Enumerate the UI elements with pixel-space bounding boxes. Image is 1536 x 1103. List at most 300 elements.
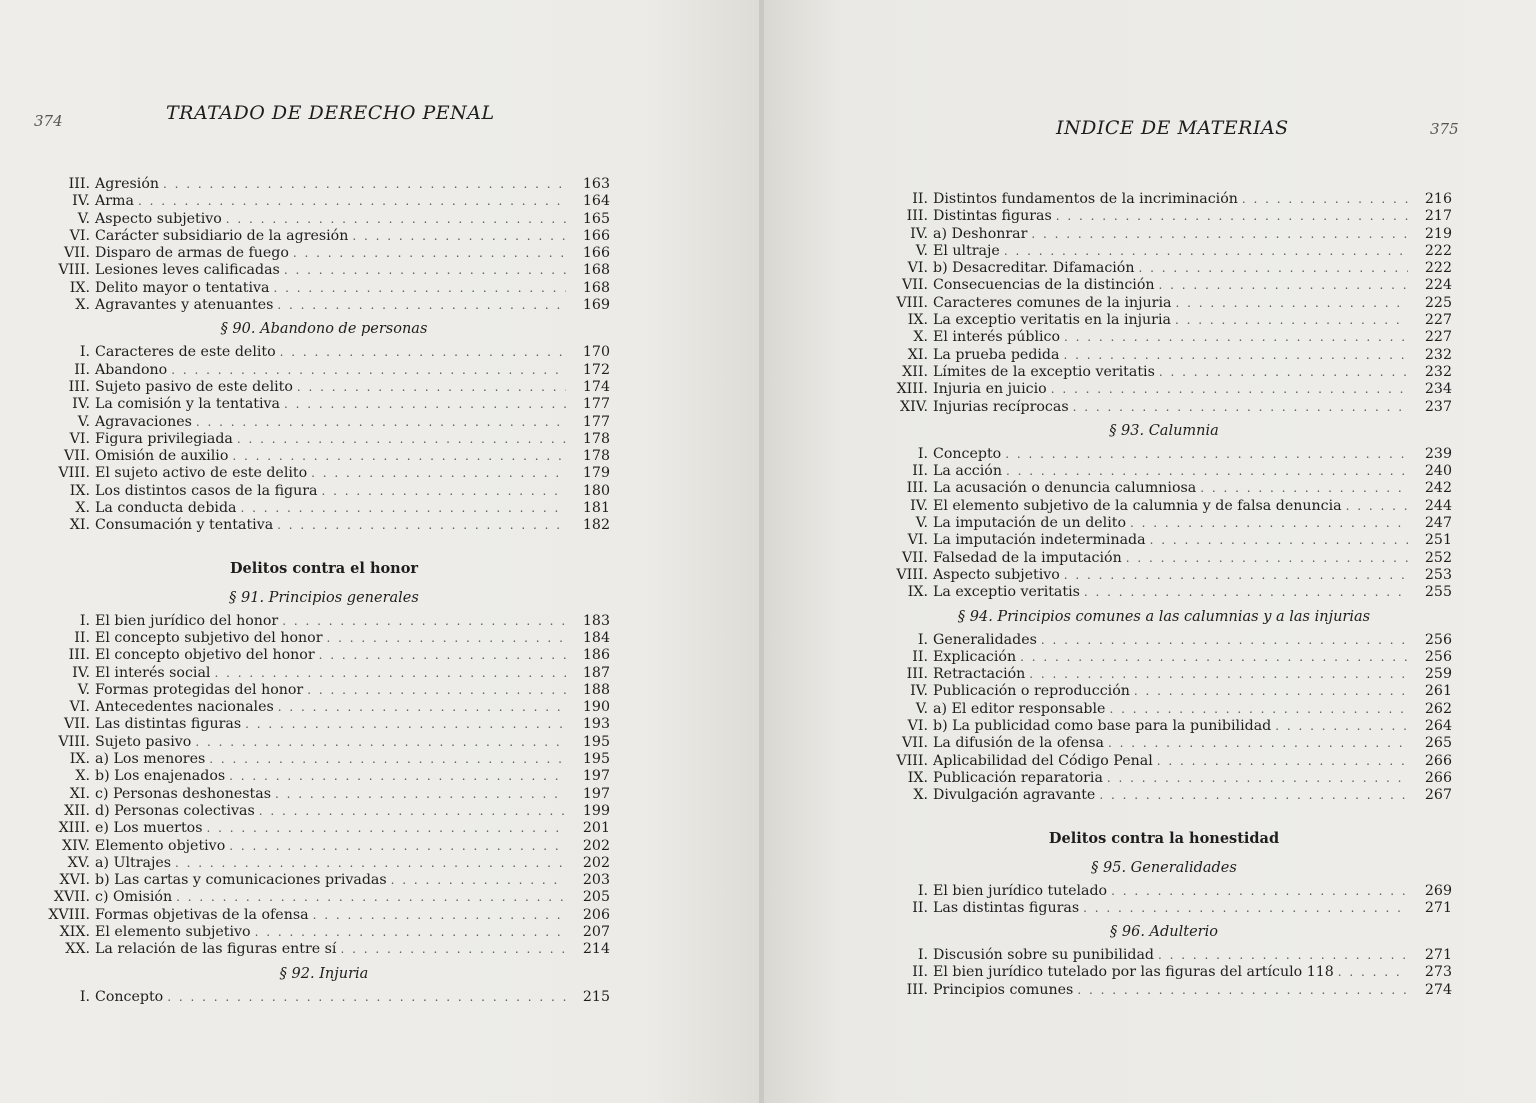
entry-title: d) Personas colectivas	[95, 802, 255, 819]
entry-number: VII.	[64, 716, 90, 733]
entry-page-number: 197	[582, 768, 610, 785]
entry-page-number: 232	[1424, 346, 1452, 363]
toc-entry	[38, 889, 610, 906]
entry-number: II.	[74, 361, 90, 378]
dot-leader	[277, 517, 566, 534]
entry-page-number: 271	[1424, 947, 1452, 964]
toc-entry	[38, 786, 610, 803]
entry-title: Agravaciones	[95, 413, 192, 430]
dot-leader	[352, 228, 566, 245]
entry-title: Injurias recíprocas	[933, 398, 1069, 415]
entry-title: Caracteres de este delito	[95, 344, 276, 361]
entry-page-number: 259	[1424, 666, 1452, 683]
toc-entry	[876, 295, 1452, 312]
entry-page-number: 264	[1424, 718, 1452, 735]
toc-entry	[876, 567, 1452, 584]
right-page	[764, 0, 1536, 1103]
dot-leader	[176, 889, 566, 906]
entry-number: I.	[79, 344, 90, 361]
toc-entry	[876, 515, 1452, 532]
entry-title: Caracteres comunes de la injuria	[933, 294, 1172, 311]
dot-leader	[1056, 208, 1408, 225]
toc-entry	[38, 344, 610, 361]
entry-title: El ultraje	[933, 242, 1000, 259]
entry-number: I.	[917, 631, 928, 648]
entry-page-number: 168	[582, 279, 610, 296]
dot-leader	[1150, 532, 1408, 549]
entry-number: VIII.	[58, 465, 90, 482]
toc-entry	[876, 632, 1452, 649]
entry-title: Carácter subsidiario de la agresión	[95, 227, 349, 244]
toc-entry	[38, 768, 610, 785]
entry-title: Agravantes y atenuantes	[95, 297, 274, 314]
entry-number: IV.	[910, 225, 928, 242]
entry-page-number: 179	[582, 465, 610, 482]
right-toc	[876, 191, 1452, 999]
dot-leader	[138, 193, 566, 210]
entry-number: X.	[913, 787, 928, 804]
entry-title: Lesiones leves calificadas	[95, 262, 280, 279]
dot-leader	[1275, 718, 1408, 735]
entry-title: Distintos fundamentos de la incriminación	[933, 191, 1238, 207]
toc-entry	[38, 500, 610, 517]
entry-number: VI.	[69, 430, 90, 447]
entry-title: Las distintas figuras	[95, 716, 242, 733]
entry-number: XII.	[64, 802, 90, 819]
entry-number: VIII.	[58, 733, 90, 750]
entry-title: La imputación de un delito	[933, 515, 1126, 532]
entry-title: La exceptio veritatis en la injuria	[933, 312, 1171, 329]
entry-title: a) Los menores	[95, 751, 206, 768]
entry-number: II.	[74, 629, 90, 646]
entry-number: III.	[906, 981, 928, 998]
toc-entry	[876, 208, 1452, 225]
entry-page-number: 224	[1424, 277, 1452, 294]
toc-entry	[876, 446, 1452, 463]
dot-leader	[1107, 770, 1408, 787]
dot-leader	[175, 855, 566, 872]
dot-leader	[284, 396, 566, 413]
entry-number: XI.	[907, 346, 928, 363]
toc-entry	[876, 277, 1452, 294]
entry-page-number: 201	[582, 820, 610, 837]
entry-page-number: 253	[1424, 566, 1452, 583]
entry-page-number: 172	[582, 361, 610, 378]
entry-number: VIII.	[896, 566, 928, 583]
entry-page-number: 244	[1424, 497, 1452, 514]
entry-number: XII.	[902, 363, 928, 380]
dot-leader	[259, 803, 566, 820]
entry-number: VI.	[69, 227, 90, 244]
spacer	[38, 535, 610, 555]
entry-page-number: 216	[1424, 191, 1452, 207]
entry-number: II.	[912, 899, 928, 916]
entry-page-number: 267	[1424, 787, 1452, 804]
toc-entry	[38, 647, 610, 664]
entry-title: La prueba pedida	[933, 346, 1060, 363]
toc-entry	[876, 191, 1452, 208]
toc-entry	[876, 718, 1452, 735]
entry-number: I.	[79, 988, 90, 1005]
entry-page-number: 168	[582, 262, 610, 279]
section-heading: § 90. Abandono de personas	[220, 321, 428, 338]
entry-page-number: 227	[1424, 312, 1452, 329]
entry-title: Distintas figuras	[933, 208, 1052, 225]
entry-number: I.	[79, 612, 90, 629]
entry-number: VII.	[902, 277, 928, 294]
dot-leader	[1051, 381, 1408, 398]
part-heading: Delitos contra el honor	[229, 559, 419, 577]
dot-leader	[322, 483, 567, 500]
section-heading: § 91. Principios generales	[229, 589, 419, 606]
entry-title: Sujeto pasivo de este delito	[95, 378, 293, 395]
entry-page-number: 181	[582, 500, 610, 517]
entry-title: Delito mayor o tentativa	[95, 279, 270, 296]
entry-number: X.	[75, 768, 90, 785]
entry-number: XIII.	[58, 820, 90, 837]
entry-page-number: 183	[582, 612, 610, 629]
section-heading: § 96. Adulterio	[1110, 924, 1218, 941]
spacer	[876, 805, 1452, 825]
entry-number: II.	[912, 964, 928, 981]
toc-entry	[38, 193, 610, 210]
toc-entry	[38, 699, 610, 716]
section-heading: § 94. Principios comunes a las calumnias y a las injurias	[957, 608, 1371, 625]
toc-entry	[876, 649, 1452, 666]
entry-number: V.	[915, 242, 928, 259]
entry-page-number: 265	[1424, 735, 1452, 752]
toc-entry	[38, 280, 610, 297]
dot-leader	[1175, 312, 1408, 329]
toc-entry	[38, 820, 610, 837]
dot-leader	[277, 297, 566, 314]
toc-entry	[876, 666, 1452, 683]
dot-leader	[195, 734, 566, 751]
toc-entry	[876, 364, 1452, 381]
toc-entry	[876, 347, 1452, 364]
entry-page-number: 247	[1424, 515, 1452, 532]
toc-entry	[876, 584, 1452, 601]
toc-entry	[38, 924, 610, 941]
dot-leader	[1031, 226, 1408, 243]
dot-leader	[1004, 243, 1408, 260]
toc-entry	[38, 941, 610, 958]
entry-number: XIII.	[896, 381, 928, 398]
toc-entry	[38, 989, 610, 1006]
toc-entry	[38, 396, 610, 413]
toc-entry	[876, 753, 1452, 770]
entry-title: El concepto subjetivo del honor	[95, 629, 323, 646]
dot-leader	[241, 500, 567, 517]
entry-page-number: 222	[1424, 260, 1452, 277]
entry-number: IX.	[907, 312, 928, 329]
entry-number: I.	[917, 882, 928, 899]
section-heading: § 95. Generalidades	[1091, 859, 1237, 876]
entry-title: c) Omisión	[95, 889, 173, 906]
dot-leader	[280, 344, 566, 361]
entry-title: Antecedentes nacionales	[95, 699, 274, 716]
toc-entry	[876, 226, 1452, 243]
toc-entry	[38, 228, 610, 245]
dot-leader	[1157, 753, 1408, 770]
entry-title: El interés público	[933, 329, 1061, 346]
entry-page-number: 273	[1424, 964, 1452, 981]
entry-title: Abandono	[95, 361, 168, 378]
entry-page-number: 206	[582, 906, 610, 923]
dot-leader	[1158, 947, 1408, 964]
toc-entry	[876, 947, 1452, 964]
entry-page-number: 178	[582, 448, 610, 465]
entry-page-number: 237	[1424, 398, 1452, 415]
entry-page-number: 262	[1424, 700, 1452, 717]
entry-page-number: 178	[582, 430, 610, 447]
entry-title: Generalidades	[933, 631, 1037, 648]
entry-number: VIII.	[896, 294, 928, 311]
toc-entry	[38, 855, 610, 872]
entry-page-number: 227	[1424, 329, 1452, 346]
entry-page-number: 180	[582, 482, 610, 499]
entry-title: Consecuencias de la distinción	[933, 277, 1155, 294]
toc-entry	[38, 262, 610, 279]
entry-page-number: 215	[582, 988, 610, 1005]
entry-number: III.	[906, 480, 928, 497]
toc-entry	[38, 630, 610, 647]
entry-title: La difusión de la ofensa	[933, 735, 1104, 752]
entry-title: Arma	[95, 193, 134, 210]
entry-number: VII.	[902, 549, 928, 566]
entry-title: Explicación	[933, 648, 1017, 665]
dot-leader	[1064, 329, 1408, 346]
toc-entry	[38, 483, 610, 500]
dot-leader	[171, 362, 566, 379]
entry-page-number: 239	[1424, 445, 1452, 462]
entry-number: II.	[912, 463, 928, 480]
entry-title: La acción	[933, 463, 1002, 480]
entry-number: XIV.	[900, 398, 928, 415]
entry-number: I.	[917, 445, 928, 462]
dot-leader	[313, 907, 566, 924]
right-page-number: 375	[1430, 120, 1459, 138]
dot-leader	[311, 465, 566, 482]
toc-entry	[876, 550, 1452, 567]
dot-leader	[340, 941, 566, 958]
entry-page-number: 234	[1424, 381, 1452, 398]
toc-entry	[876, 381, 1452, 398]
left-page-header: TRATADO DE DERECHO PENAL	[166, 102, 495, 124]
toc-entry	[38, 448, 610, 465]
entry-page-number: 195	[582, 733, 610, 750]
entry-title: Los distintos casos de la figura	[95, 482, 318, 499]
entry-title: b) Las cartas y comunicaciones privadas	[95, 872, 387, 889]
dot-leader	[196, 414, 566, 431]
entry-page-number: 177	[582, 396, 610, 413]
entry-number: V.	[915, 700, 928, 717]
dot-leader	[1063, 347, 1408, 364]
entry-number: XX.	[65, 941, 90, 958]
toc-entry	[38, 517, 610, 534]
dot-leader	[1242, 191, 1408, 208]
dot-leader	[1099, 787, 1408, 804]
dot-leader	[1073, 399, 1408, 416]
toc-entry	[876, 964, 1452, 981]
entry-title: El elemento subjetivo	[95, 923, 251, 940]
dot-leader	[1005, 446, 1408, 463]
dot-leader	[1134, 683, 1408, 700]
toc-entry	[38, 907, 610, 924]
entry-number: IX.	[907, 769, 928, 786]
toc-entry	[876, 329, 1452, 346]
toc-entry	[876, 399, 1452, 416]
entry-number: V.	[77, 681, 90, 698]
entry-title: a) Ultrajes	[95, 854, 172, 871]
entry-title: b) La publicidad como base para la punibilidad	[933, 718, 1272, 735]
entry-title: Omisión de auxilio	[95, 448, 229, 465]
dot-leader	[1138, 260, 1408, 277]
dot-leader	[1126, 550, 1408, 567]
entry-number: X.	[75, 500, 90, 517]
entry-title: c) Personas deshonestas	[95, 785, 271, 802]
dot-leader	[1109, 701, 1408, 718]
entry-page-number: 219	[1424, 225, 1452, 242]
entry-title: Agresión	[95, 176, 160, 192]
dot-leader	[1041, 632, 1408, 649]
dot-leader	[282, 613, 566, 630]
entry-title: Aspecto subjetivo	[95, 210, 222, 227]
toc-entry	[876, 532, 1452, 549]
entry-title: b) Desacreditar. Difamación	[933, 260, 1135, 277]
dot-leader	[255, 924, 566, 941]
entry-number: IV.	[72, 193, 90, 210]
entry-number: IV.	[910, 683, 928, 700]
entry-page-number: 240	[1424, 463, 1452, 480]
entry-number: V.	[77, 210, 90, 227]
entry-page-number: 217	[1424, 208, 1452, 225]
left-toc	[38, 176, 610, 1006]
left-page	[0, 0, 760, 1103]
toc-entry	[38, 245, 610, 262]
entry-title: a) Deshonrar	[933, 225, 1028, 242]
entry-number: XVII.	[53, 889, 90, 906]
entry-number: III.	[68, 647, 90, 664]
entry-number: IV.	[910, 497, 928, 514]
entry-number: VIII.	[58, 262, 90, 279]
entry-page-number: 202	[582, 837, 610, 854]
entry-number: VIII.	[896, 752, 928, 769]
entry-title: Publicación o reproducción	[933, 683, 1130, 700]
toc-entry	[876, 701, 1452, 718]
entry-title: El bien jurídico del honor	[95, 612, 279, 629]
entry-number: IX.	[69, 482, 90, 499]
entry-page-number: 177	[582, 413, 610, 430]
entry-title: El sujeto activo de este delito	[95, 465, 308, 482]
dot-leader	[229, 838, 566, 855]
entry-page-number: 252	[1424, 549, 1452, 566]
dot-leader	[245, 716, 566, 733]
entry-number: IV.	[72, 396, 90, 413]
entry-title: El concepto objetivo del honor	[95, 647, 315, 664]
entry-number: V.	[77, 413, 90, 430]
entry-number: I.	[917, 947, 928, 964]
toc-entry	[38, 379, 610, 396]
entry-title: Elemento objetivo	[95, 837, 226, 854]
entry-number: VII.	[64, 448, 90, 465]
entry-page-number: 166	[582, 227, 610, 244]
dot-leader	[293, 245, 566, 262]
dot-leader	[1020, 649, 1408, 666]
entry-page-number: 207	[582, 923, 610, 940]
toc-entry	[876, 683, 1452, 700]
toc-entry	[876, 900, 1452, 917]
entry-title: La relación de las figuras entre sí	[95, 941, 337, 958]
entry-page-number: 164	[582, 193, 610, 210]
entry-title: El bien jurídico tutelado por las figuras del artículo 118	[933, 964, 1334, 981]
entry-number: III.	[68, 378, 90, 395]
entry-title: Aplicabilidad del Código Penal	[933, 752, 1153, 769]
entry-page-number: 163	[582, 176, 610, 192]
toc-entry	[876, 735, 1452, 752]
dot-leader	[1159, 277, 1409, 294]
entry-page-number: 166	[582, 245, 610, 262]
entry-title: Divulgación agravante	[933, 787, 1096, 804]
entry-number: III.	[906, 666, 928, 683]
entry-page-number: 202	[582, 854, 610, 871]
entry-page-number: 222	[1424, 242, 1452, 259]
entry-page-number: 214	[582, 941, 610, 958]
dot-leader	[1200, 480, 1408, 497]
entry-number: V.	[915, 515, 928, 532]
toc-entry	[876, 982, 1452, 999]
entry-page-number: 205	[582, 889, 610, 906]
dot-leader	[1159, 364, 1408, 381]
entry-number: VI.	[907, 718, 928, 735]
entry-number: IX.	[69, 751, 90, 768]
entry-title: Principios comunes	[933, 981, 1074, 998]
entry-page-number: 188	[582, 681, 610, 698]
entry-title: El interés social	[95, 664, 211, 681]
dot-leader	[1338, 964, 1408, 981]
toc-entry	[38, 838, 610, 855]
toc-entry	[876, 883, 1452, 900]
dot-leader	[207, 820, 567, 837]
entry-title: Límites de la exceptio veritatis	[933, 363, 1155, 380]
entry-title: La imputación indeterminada	[933, 532, 1146, 549]
entry-title: La acusación o denuncia calumniosa	[933, 480, 1197, 497]
entry-page-number: 232	[1424, 363, 1452, 380]
toc-entry	[38, 297, 610, 314]
entry-title: Las distintas figuras	[933, 899, 1080, 916]
toc-entry	[876, 480, 1452, 497]
dot-leader	[237, 431, 566, 448]
entry-title: Falsedad de la imputación	[933, 549, 1122, 566]
entry-page-number: 195	[582, 751, 610, 768]
dot-leader	[163, 176, 566, 193]
entry-number: X.	[913, 329, 928, 346]
toc-entry	[38, 211, 610, 228]
dot-leader	[297, 379, 566, 396]
entry-page-number: 186	[582, 647, 610, 664]
entry-number: II.	[912, 191, 928, 207]
left-page-number: 374	[34, 112, 63, 130]
dot-leader	[209, 751, 566, 768]
dot-leader	[1175, 295, 1408, 312]
toc-entry	[38, 751, 610, 768]
entry-title: Figura privilegiada	[95, 430, 233, 447]
dot-leader	[391, 872, 566, 889]
entry-title: Formas objetivas de la ofensa	[95, 906, 309, 923]
dot-leader	[326, 630, 566, 647]
toc-entry	[38, 613, 610, 630]
entry-number: IX.	[907, 584, 928, 601]
